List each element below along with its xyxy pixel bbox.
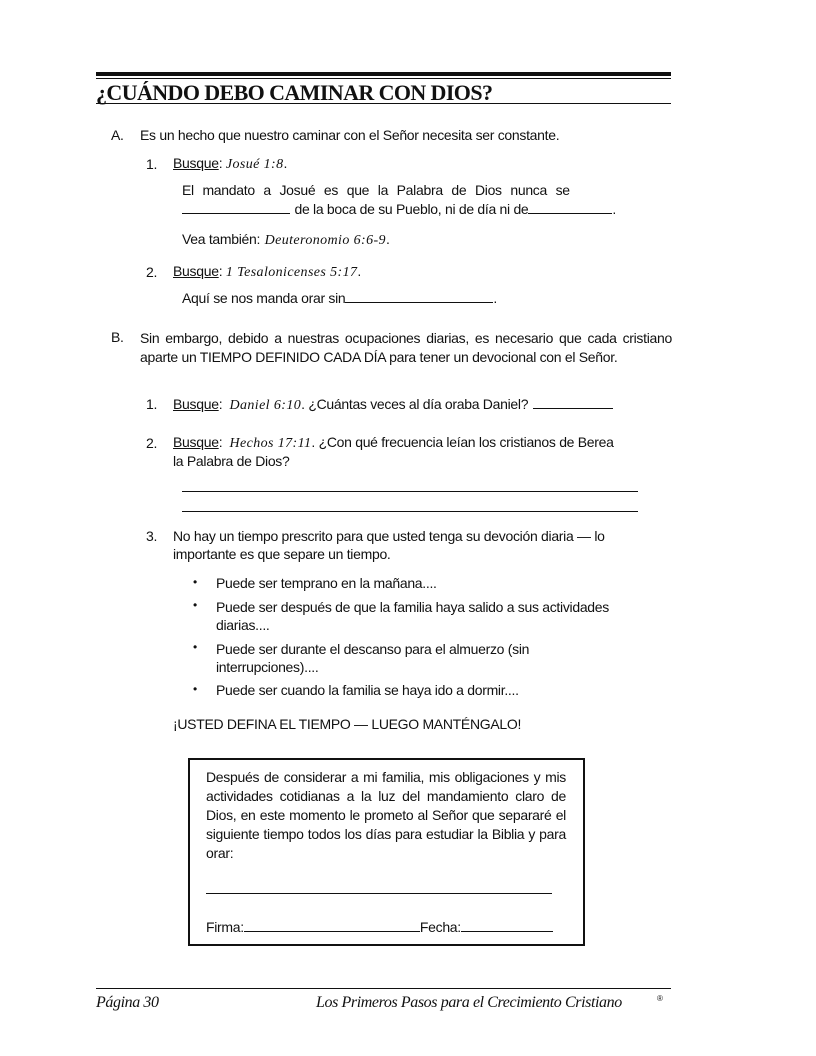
b1-question: ¿Cuántas veces al día oraba Daniel? (308, 396, 529, 412)
scripture-reference: Josué 1:8 (225, 157, 284, 172)
answer-line[interactable] (182, 491, 638, 492)
b3-line2: importante es que separe un tiempo. (173, 546, 391, 562)
section-a-text: Es un hecho que nuestro caminar con el Señor necesita ser constante. (140, 127, 560, 143)
b1-number: 1. (146, 396, 158, 412)
registered-mark: ® (657, 994, 663, 1003)
see-also-label: Vea también: (182, 231, 261, 247)
section-b-marker: B. (111, 329, 124, 345)
footer-page-number: Página 30 (96, 994, 159, 1011)
footer-book-title: Los Primeros Pasos para el Crecimiento Cristiano (316, 994, 622, 1011)
b2-number: 2. (146, 435, 158, 451)
answer-blank[interactable] (345, 289, 493, 303)
list-item: Puede ser durante el descanso para el almuerzo (sin interrupciones).... (216, 641, 530, 675)
a1-see-also: Vea también: Deuteronomio 6:6-9. (182, 231, 390, 248)
date-field[interactable] (461, 918, 553, 932)
bullet-icon: • (193, 598, 198, 612)
answer-blank[interactable] (533, 395, 613, 409)
list-item: Puede ser temprano en la mañana.... (216, 575, 437, 591)
scripture-reference: Hechos 17:11 (229, 436, 312, 451)
busque-label: Busque (173, 396, 219, 412)
b2-question-line2: la Palabra de Dios? (173, 453, 290, 469)
answer-line[interactable] (182, 511, 638, 512)
bullet-icon: • (193, 682, 198, 696)
b2-question-line1: ¿Con qué frecuencia leían los cristianos de Berea (318, 434, 614, 450)
scripture-reference: Deuteronomio 6:6-9 (264, 233, 386, 248)
closing-statement: ¡USTED DEFINA EL TIEMPO — LUEGO MANTÉNGALO! (173, 716, 522, 732)
header-rule-thick (96, 72, 671, 76)
a1-number: 1. (146, 156, 158, 172)
scripture-reference: 1 Tesalonicenses 5:17 (225, 265, 358, 280)
list-item: Puede ser cuando la familia se haya ido a dormir.... (216, 682, 519, 698)
a2-text: Aquí se nos manda orar sin (182, 290, 346, 306)
b3-line1: No hay un tiempo prescrito para que usted tenga su devoción diaria — lo (173, 528, 605, 544)
answer-blank[interactable] (528, 200, 612, 214)
b1-busque-line: Busque: Daniel 6:10. ¿Cuántas veces al día oraba Daniel? (173, 395, 613, 414)
busque-label: Busque (173, 155, 219, 171)
a2-number: 2. (146, 264, 158, 280)
page-title: ¿CUÁNDO DEBO CAMINAR CON DIOS? (96, 80, 493, 105)
bullet-icon: • (193, 575, 198, 589)
a1-mandate-text: El mandato a Josué es que la Palabra de Dios nunca se (182, 182, 570, 198)
bullet-icon: • (193, 640, 198, 654)
a1-busque-line: Busque: Josué 1:8. (173, 155, 288, 172)
title-underline (96, 103, 671, 104)
signature-line (206, 918, 553, 937)
a2-pray-line: Aquí se nos manda orar sin . (182, 290, 498, 306)
section-b-text: Sin embargo, debido a nuestras ocupaciones diarias, es necesario que cada cristiano aparte un TIEMPO DEFINIDO CADA DÍA para tener un devocional con el Señor. (140, 330, 672, 365)
busque-label: Busque (173, 263, 219, 279)
commitment-text: Después de considerar a mi familia, mis obligaciones y mis actividades cotidianas a la luz del mandamiento claro de Dios, en este momento le prometo al Señor que separaré el siguiente tiempo todos los días para estudiar la Biblia y para orar: (206, 769, 566, 861)
a2-busque-line: Busque: 1 Tesalonicenses 5:17. (173, 263, 362, 280)
busque-label: Busque (173, 434, 219, 450)
list-item: Puede ser después de que la familia haya salido a sus actividades diarias.... (216, 599, 609, 633)
signature-field[interactable] (244, 918, 420, 932)
a1-mid-text: de la boca de su Pueblo, ni de día ni de (294, 201, 529, 217)
b2-busque-line: Busque: Hechos 17:11. ¿Con qué frecuencia leían los cristianos de Berea (173, 434, 614, 451)
date-label: Fecha: (419, 919, 461, 935)
header-rule-thin (96, 78, 671, 79)
scripture-reference: Daniel 6:10 (229, 398, 302, 413)
footer-rule (96, 988, 671, 989)
signature-label: Firma: (206, 919, 244, 935)
a1-fill-line: de la boca de su Pueblo, ni de día ni de . (182, 200, 616, 219)
answer-blank[interactable] (182, 200, 290, 214)
section-a-marker: A. (111, 127, 124, 143)
time-answer-line[interactable] (206, 893, 552, 894)
b3-number: 3. (146, 528, 158, 544)
